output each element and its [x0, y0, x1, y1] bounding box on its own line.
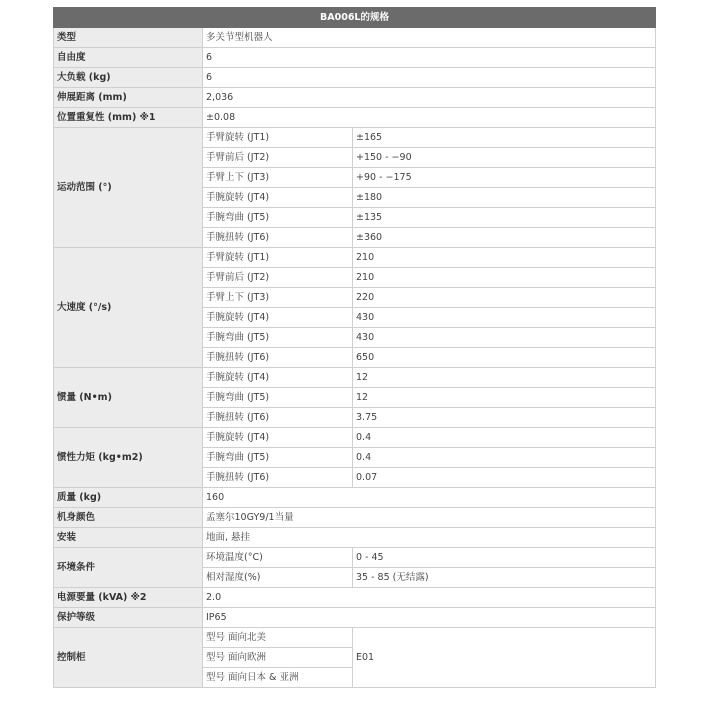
group-label-motion-range: 运动范围 (°) [54, 128, 203, 248]
row-value-install: 地面, 悬挂 [203, 528, 656, 548]
row-value-mass: 160 [203, 488, 656, 508]
row-label-power: 电源要量 (kVA) ※2 [54, 588, 203, 608]
row-value-dof: 6 [203, 48, 656, 68]
spec-table [53, 7, 656, 688]
axis-value: 0.4 [353, 448, 656, 468]
table-row [54, 368, 656, 388]
group-label-controller: 控制柜 [54, 628, 203, 688]
table-row [54, 508, 656, 528]
axis-label: 手腕旋转 (JT4) [203, 428, 353, 448]
axis-value: ±165 [353, 128, 656, 148]
axis-value: 12 [353, 388, 656, 408]
axis-value: 12 [353, 368, 656, 388]
axis-value: 210 [353, 268, 656, 288]
axis-value: 210 [353, 248, 656, 268]
row-value-protection: IP65 [203, 608, 656, 628]
axis-value: +90 - −175 [353, 168, 656, 188]
axis-label: 手腕弯曲 (JT5) [203, 208, 353, 228]
axis-value: 0.07 [353, 468, 656, 488]
axis-value: ±360 [353, 228, 656, 248]
axis-value: 220 [353, 288, 656, 308]
controller-value: E01 [353, 628, 656, 688]
axis-value: 430 [353, 308, 656, 328]
axis-label: 手臂前后 (JT2) [203, 268, 353, 288]
group-label-environment: 环境条件 [54, 548, 203, 588]
row-label-type: 类型 [54, 28, 203, 48]
table-row [54, 128, 656, 148]
table-row [54, 68, 656, 88]
row-label-dof: 自由度 [54, 48, 203, 68]
row-value-type: 多关节型机器人 [203, 28, 656, 48]
table-row [54, 48, 656, 68]
table-row [54, 528, 656, 548]
row-label-mass: 质量 (kg) [54, 488, 203, 508]
row-label-payload: 大负载 (kg) [54, 68, 203, 88]
group-label-torque: 惯量 (N•m) [54, 368, 203, 428]
table-title: BA006L的规格 [54, 8, 656, 28]
axis-value: +150 - −90 [353, 148, 656, 168]
axis-label: 型号 面向欧洲 [203, 648, 353, 668]
table-row [54, 548, 656, 568]
axis-value: 0 - 45 [353, 548, 656, 568]
axis-label: 型号 面向北美 [203, 628, 353, 648]
axis-value: 430 [353, 328, 656, 348]
axis-value: 35 - 85 (无结露) [353, 568, 656, 588]
axis-value: ±180 [353, 188, 656, 208]
table-row [54, 428, 656, 448]
row-label-repeatability: 位置重复性 (mm) ※1 [54, 108, 203, 128]
row-value-reach: 2,036 [203, 88, 656, 108]
axis-value: 650 [353, 348, 656, 368]
table-row [54, 628, 656, 648]
axis-label: 手腕弯曲 (JT5) [203, 388, 353, 408]
axis-label: 手臂前后 (JT2) [203, 148, 353, 168]
axis-value: 3.75 [353, 408, 656, 428]
table-row [54, 588, 656, 608]
axis-label: 环境温度(°C) [203, 548, 353, 568]
axis-label: 手腕扭转 (JT6) [203, 468, 353, 488]
table-row [54, 108, 656, 128]
axis-label: 型号 面向日本 & 亚洲 [203, 668, 353, 688]
axis-label: 手腕弯曲 (JT5) [203, 328, 353, 348]
table-row [54, 488, 656, 508]
table-row [54, 28, 656, 48]
table-title-row [54, 8, 656, 28]
axis-value: 0.4 [353, 428, 656, 448]
group-label-inertia: 惯性力矩 (kg•m2) [54, 428, 203, 488]
table-row [54, 608, 656, 628]
axis-label: 手腕旋转 (JT4) [203, 368, 353, 388]
axis-label: 手腕旋转 (JT4) [203, 188, 353, 208]
table-row [54, 248, 656, 268]
row-label-reach: 伸展距离 (mm) [54, 88, 203, 108]
row-label-protection: 保护等级 [54, 608, 203, 628]
row-value-power: 2.0 [203, 588, 656, 608]
axis-label: 手腕旋转 (JT4) [203, 308, 353, 328]
axis-label: 手臂旋转 (JT1) [203, 248, 353, 268]
group-label-max-speed: 大速度 (°/s) [54, 248, 203, 368]
row-label-color: 机身颜色 [54, 508, 203, 528]
axis-label: 手腕弯曲 (JT5) [203, 448, 353, 468]
axis-label: 手臂上下 (JT3) [203, 168, 353, 188]
row-value-repeatability: ±0.08 [203, 108, 656, 128]
row-label-install: 安装 [54, 528, 203, 548]
axis-label: 相对湿度(%) [203, 568, 353, 588]
row-value-payload: 6 [203, 68, 656, 88]
axis-label: 手臂上下 (JT3) [203, 288, 353, 308]
axis-label: 手臂旋转 (JT1) [203, 128, 353, 148]
axis-label: 手腕扭转 (JT6) [203, 408, 353, 428]
axis-label: 手腕扭转 (JT6) [203, 228, 353, 248]
row-value-color: 孟塞尔10GY9/1当量 [203, 508, 656, 528]
table-row [54, 88, 656, 108]
axis-label: 手腕扭转 (JT6) [203, 348, 353, 368]
axis-value: ±135 [353, 208, 656, 228]
